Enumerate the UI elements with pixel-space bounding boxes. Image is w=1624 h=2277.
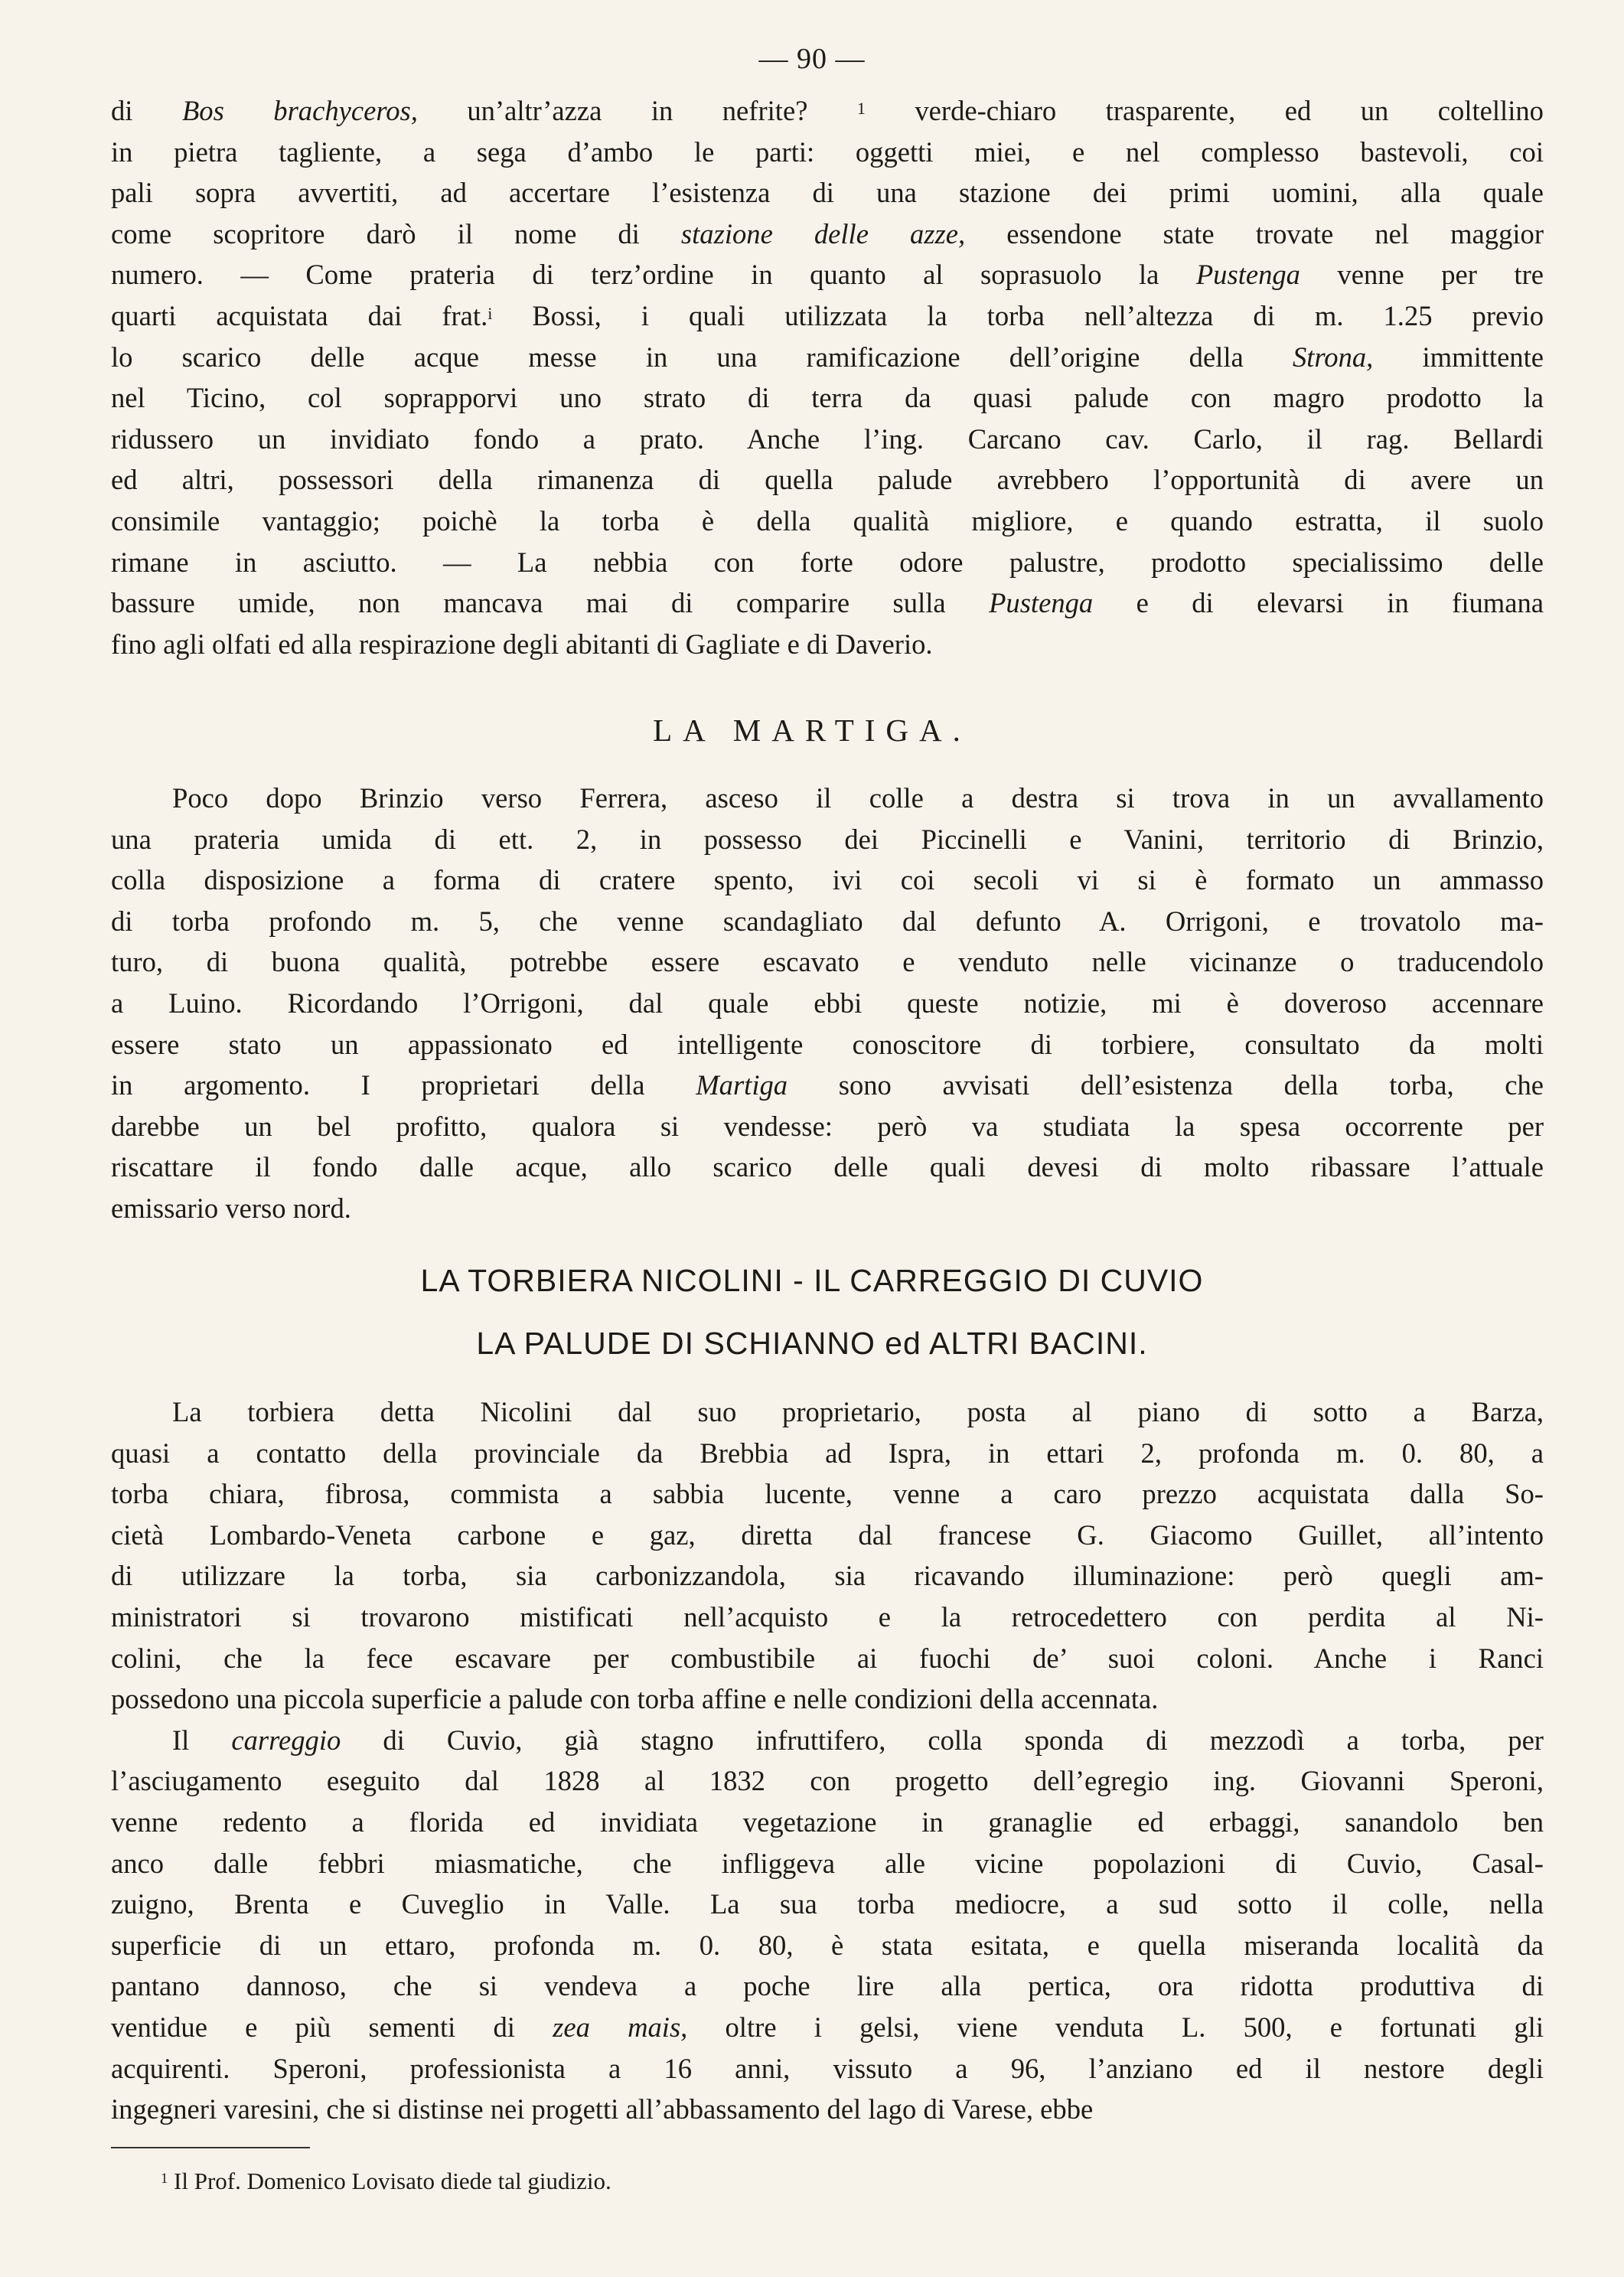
text-line: La torbiera detta Nicolini dal suo proprietario, posta al piano di sotto a Barza, xyxy=(172,1396,1544,1427)
text-line: venne redento a florida ed invidiata vegetazione in granaglie ed erbaggi, sanandolo ben xyxy=(111,1806,1544,1838)
text-line: di utilizzare la torba, sia carbonizzandola, sia ricavando illuminazione: però quegli am- xyxy=(111,1560,1544,1592)
text-line: quarti acquistata dai frat.$^i$ Bossi, i quali utilizzata la torba nell’altezza di m. 1.25 previo xyxy=(111,299,1544,331)
text-line: ed altri, possessori della rimanenza di quella palude avrebbero l’opportunità di avere un xyxy=(111,464,1544,496)
text-line: zuigno, Brenta e Cuveglio in Valle. La sua torba mediocre, a sud sotto il colle, nella xyxy=(111,1888,1544,1920)
text-line: turo, di buona qualità, potrebbe essere escavato e venduto nelle vicinanze o traducendolo xyxy=(111,946,1544,978)
text-line: in argomento. I proprietari della Martiga sono avvisati dell’esistenza della torba, che xyxy=(111,1069,1544,1101)
text-line: a Luino. Ricordando l’Orrigoni, dal quale ebbi queste notizie, mi è doveroso accennare xyxy=(111,987,1544,1019)
paragraph-carreggio xyxy=(111,1720,1544,2130)
text-line: colla disposizione a forma di cratere spento, ivi coi secoli vi si è formato un ammasso xyxy=(111,864,1544,896)
text-line: essere stato un appassionato ed intelligente conoscitore di torbiere, consultato da molti xyxy=(111,1028,1544,1060)
text-line: ridussero un invidiato fondo a prato. Anche l’ing. Carcano cav. Carlo, il rag. Bellardi xyxy=(111,422,1544,455)
text-line: emissario verso nord. xyxy=(111,1192,351,1224)
text-line: lo scarico delle acque messe in una ramificazione dell’origine della Strona, immittente xyxy=(111,341,1544,373)
heading-torbiera-nicolini: LA TORBIERA NICOLINI - IL CARREGGIO DI CUVIO xyxy=(420,1263,1204,1298)
paragraph-martiga xyxy=(111,778,1544,1229)
paragraph-pustenga xyxy=(111,90,1544,664)
text-line: cietà Lombardo-Veneta carbone e gaz, diretta dal francese G. Giacomo Guillet, all’intento xyxy=(111,1519,1544,1551)
text-line: torba chiara, fibrosa, commista a sabbia lucente, venne a caro prezzo acquistata dalla So- xyxy=(111,1478,1544,1510)
text-line: come scopritore darò il nome di stazione delle azze, essendone state trovate nel maggior xyxy=(111,217,1544,250)
text-line: riscattare il fondo dalle acque, allo scarico delle quali devesi di molto ribassare l’attuale xyxy=(111,1151,1544,1183)
heading-la-martiga: LA MARTIGA. xyxy=(653,713,971,748)
heading-palude-schianno: LA PALUDE DI SCHIANNO ed ALTRI BACINI. xyxy=(476,1326,1148,1361)
text-line: numero. — Come prateria di terz’ordine in quanto al soprasuolo la Pustenga venne per tre xyxy=(111,259,1544,291)
text-line: acquirenti. Speroni, professionista a 16 anni, vissuto a 96, l’anziano ed il nestore degli xyxy=(111,2052,1544,2084)
section-martiga xyxy=(111,778,1544,1229)
text-line: anco dalle febbri miasmatiche, che infliggeva alle vicine popolazioni di Cuvio, Casal- xyxy=(111,1847,1544,1879)
text-line: possedono una piccola superficie a palude con torba affine e nelle condizioni della accennata. xyxy=(111,1683,1159,1715)
footnote: $^1$ Il Prof. Domenico Lovisato diede tal giudizio. xyxy=(161,2168,611,2194)
text-line: bassure umide, non mancava mai di comparire sulla Pustenga e di elevarsi in fiumana xyxy=(111,587,1544,619)
text-line: consimile vantaggio; poichè la torba è della qualità migliore, e quando estratta, il suolo xyxy=(111,504,1544,537)
text-line: Poco dopo Brinzio verso Ferrera, asceso il colle a destra si trova in un avvallamento xyxy=(172,782,1544,814)
text-line: in pietra tagliente, a sega d’ambo le parti: oggetti miei, e nel complesso bastevoli, coi xyxy=(111,135,1544,168)
footnote-rule xyxy=(111,2147,310,2148)
text-line: di torba profondo m. 5, che venne scandagliato dal defunto A. Orrigoni, e trovatolo ma- xyxy=(111,905,1544,937)
text-line: ventidue e più sementi di zea mais, oltre i gelsi, viene venduta L. 500, e fortunati gli xyxy=(111,2011,1544,2043)
text-line: una prateria umida di ett. 2, in possesso dei Piccinelli e Vanini, territorio di Brinzio, xyxy=(111,823,1544,855)
text-line: darebbe un bel profitto, qualora si vendesse: però va studiata la spesa occorrente per xyxy=(111,1110,1544,1142)
text-line: rimane in asciutto. — La nebbia con forte odore palustre, prodotto specialissimo delle xyxy=(111,546,1544,578)
text-line: nel Ticino, col soprapporvi uno strato di terra da quasi palude con magro prodotto la xyxy=(111,382,1544,414)
section-pustenga xyxy=(111,90,1544,664)
text-line: colini, che la fece escavare per combustibile ai fuochi de’ suoi coloni. Anche i Ranci xyxy=(111,1642,1544,1674)
text-line: ministratori si trovarono mistificati nell’acquisto e la retrocedettero con perdita al Ni- xyxy=(111,1600,1544,1633)
page-number: — 90 — xyxy=(758,43,866,75)
section-nicolini xyxy=(111,1391,1544,2130)
text-line: superficie di un ettaro, profonda m. 0. 80, è stata esitata, e quella miseranda località da xyxy=(111,1929,1544,1961)
text-line: l’asciugamento eseguito dal 1828 al 1832 con progetto dell’egregio ing. Giovanni Speroni, xyxy=(111,1765,1544,1797)
text-line: di Bos brachyceros, un’altr’azza in nefrite? $^1$ verde-chiaro trasparente, ed un coltellino xyxy=(111,95,1544,126)
text-line: Il carreggio di Cuvio, già stagno infruttifero, colla sponda di mezzodì a torba, per xyxy=(172,1724,1544,1756)
paragraph-nicolini xyxy=(111,1391,1544,1720)
text-line: fino agli olfati ed alla respirazione degli abitanti di Gagliate e di Daverio. xyxy=(111,628,933,660)
text-line: quasi a contatto della provinciale da Brebbia ad Ispra, in ettari 2, profonda m. 0. 80, a xyxy=(111,1437,1544,1469)
text-line: ingegneri varesini, che si distinse nei progetti all’abbassamento del lago di Varese, ebbe xyxy=(111,2093,1094,2125)
text-line: pantano dannoso, che si vendeva a poche lire alla pertica, ora ridotta produttiva di xyxy=(111,1970,1544,2002)
text-line: pali sopra avvertiti, ad accertare l’esistenza di una stazione dei primi uomini, alla quale xyxy=(111,177,1544,209)
